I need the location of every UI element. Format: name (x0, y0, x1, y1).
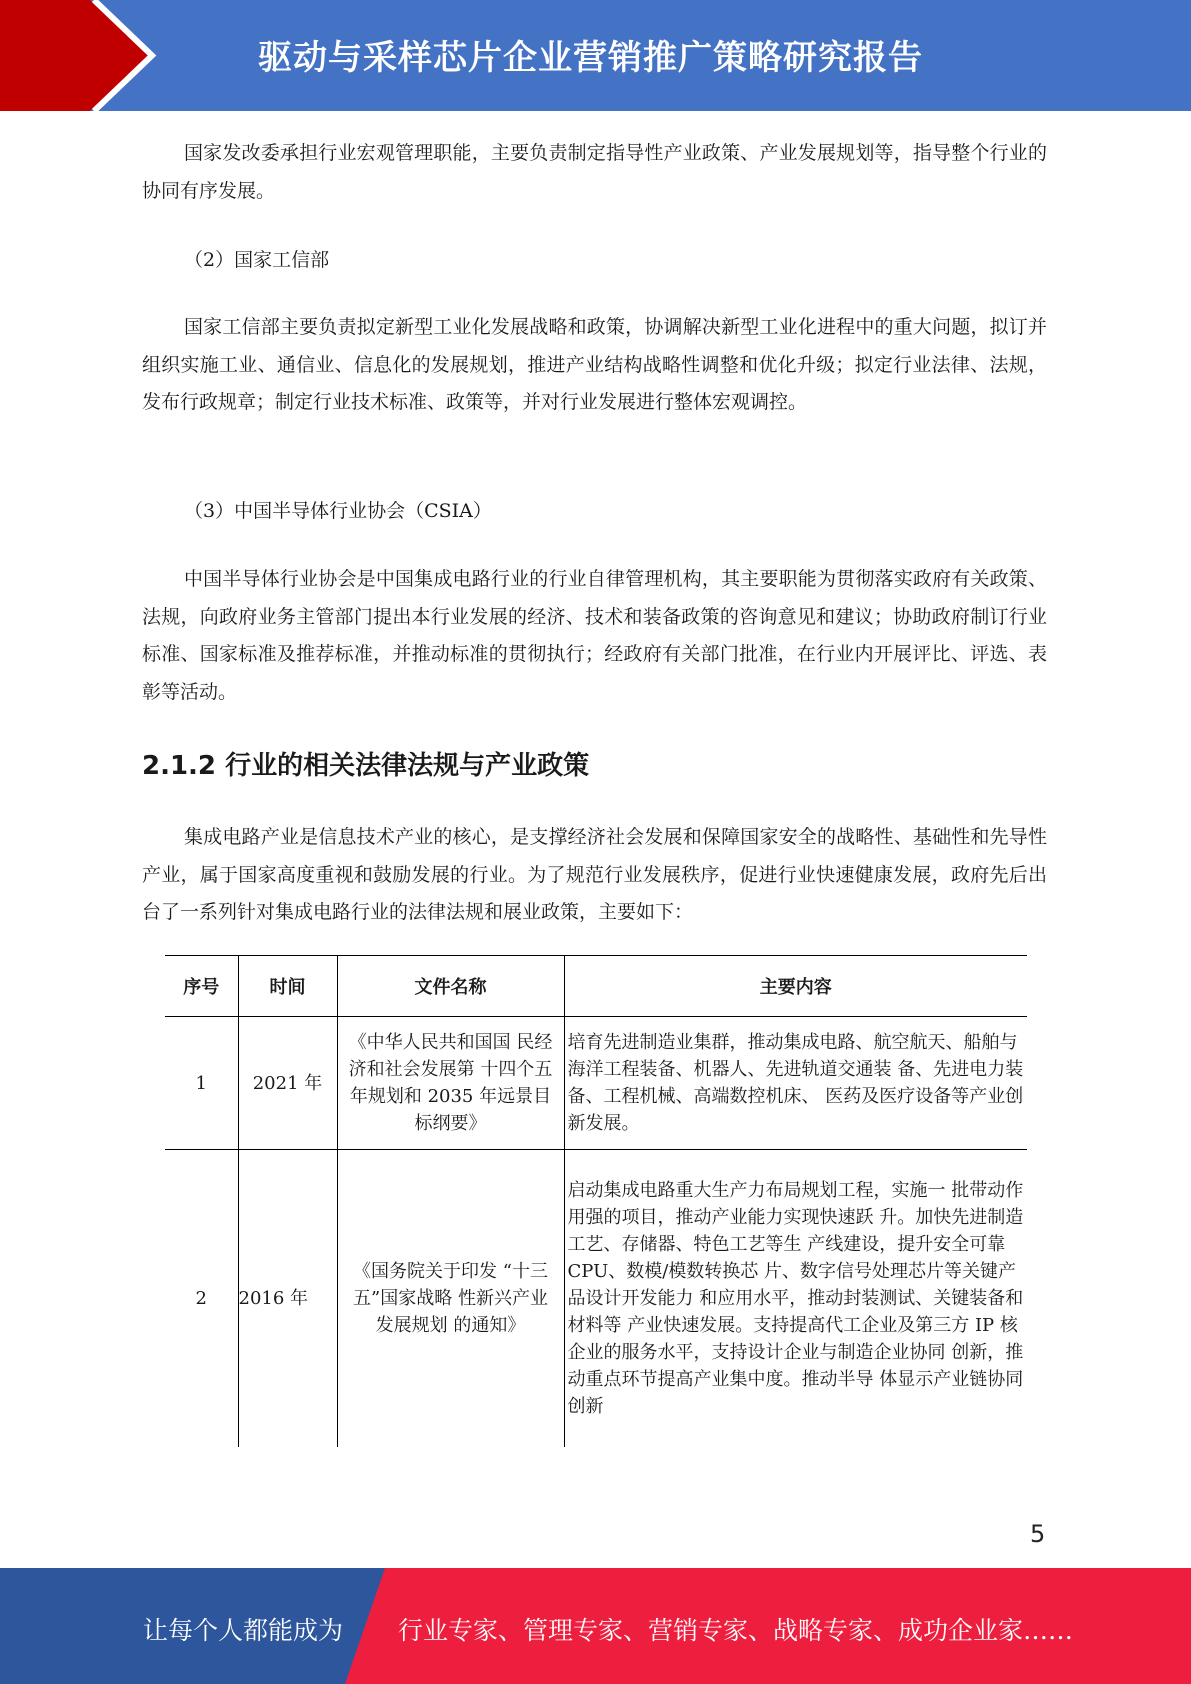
subheading-miit: （2）国家工信部 (184, 249, 330, 271)
page-header (0, 0, 1191, 111)
cell-content: 培育先进制造业集群，推动集成电路、航空航天、船舶与海洋工程装备、机器人、先进轨道交通装 备、先进电力装备、工程机械、高端数控机床、 医药及医疗设备等产业创新发展。 (564, 1017, 1027, 1150)
footer-slogan-left: 让每个人都能成为 (143, 1616, 344, 1645)
cell-time: 2016 年 (238, 1150, 337, 1448)
section-heading: 2.1.2 行业的相关法律法规与产业政策 (142, 751, 590, 781)
column-header-time: 时间 (238, 956, 337, 1017)
page-number: 5 (1030, 1520, 1046, 1548)
cell-document-name: 《国务院关于印发 “十三五”国家战略 性新兴产业发展规划 的通知》 (337, 1150, 564, 1448)
paragraph-csia: 中国半导体行业协会是中国集成电路行业的行业自律管理机构，其主要职能为贯彻落实政府有关政策、法规，向政府业务主管部门提出本行业发展的经济、技术和装备政策的咨询意见和建议；协助政府制订行业标准、国家标准及推荐标准，并推动标准的贯彻执行；经政府有关部门批准，在行业内开展评比、评选、表彰等活动。 (142, 568, 1047, 703)
paragraph-ndrc: 国家发改委承担行业宏观管理职能，主要负责制定指导性产业政策、产业发展规划等，指导整个行业的协同有序发展。 (142, 142, 1047, 202)
table-header-row (165, 956, 1027, 1017)
footer-slogan-right: 行业专家、管理专家、营销专家、战略专家、成功企业家…… (398, 1616, 1074, 1645)
page-footer (0, 1568, 1191, 1684)
table-row (165, 1150, 1027, 1448)
column-header-content: 主要内容 (564, 956, 1027, 1017)
paragraph-miit: 国家工信部主要负责拟定新型工业化发展战略和政策，协调解决新型工业化进程中的重大问题，拟订并组织实施工业、通信业、信息化的发展规划，推进产业结构战略性调整和优化升级；拟定行业法律、法规，发布行政规章；制定行业技术标准、政策等，并对行业发展进行整体宏观调控。 (142, 316, 1047, 413)
paragraph-ic-industry: 集成电路产业是信息技术产业的核心，是支撑经济社会发展和保障国家安全的战略性、基础性和先导性产业，属于国家高度重视和鼓励发展的行业。为了规范行业发展秩序，促进行业快速健康发展，政府先后出台了一系列针对集成电路行业的法律法规和展业政策，主要如下： (142, 826, 1047, 923)
cell-time: 2021 年 (238, 1017, 337, 1150)
column-header-no: 序号 (165, 956, 238, 1017)
cell-document-name: 《中华人民共和国国 民经济和社会发展第 十四个五年规划和 2035 年远景目标纲要》 (337, 1017, 564, 1150)
cell-content: 启动集成电路重大生产力布局规划工程，实施一 批带动作用强的项目，推动产业能力实现快速跃 升。加快先进制造工艺、存储器、特色工艺等生 产线建设，提升安全可靠 CPU、数模/模数转换芯 片、数字信号处理芯片等关键产品设计开发能力 和应用水平，推动封装测试、关键装备和材料等 产业快速发展。支持提高代工企业及第三方 IP 核 企业的服务水平，支持设计企业与制造企业协同 创新，推动重点环节提高产业集中度。推动半导 体显示产业链协同创新 (564, 1150, 1027, 1448)
report-title: 驱动与采样芯片企业营销推广策略研究报告 (258, 38, 923, 78)
column-header-name: 文件名称 (337, 956, 564, 1017)
policy-table (165, 955, 1027, 1447)
table-row (165, 1017, 1027, 1150)
subheading-csia: （3）中国半导体行业协会（CSIA） (184, 500, 492, 522)
cell-no: 1 (165, 1017, 238, 1150)
header-arrow-decoration (0, 0, 300, 111)
cell-no: 2 (195, 1288, 207, 1309)
